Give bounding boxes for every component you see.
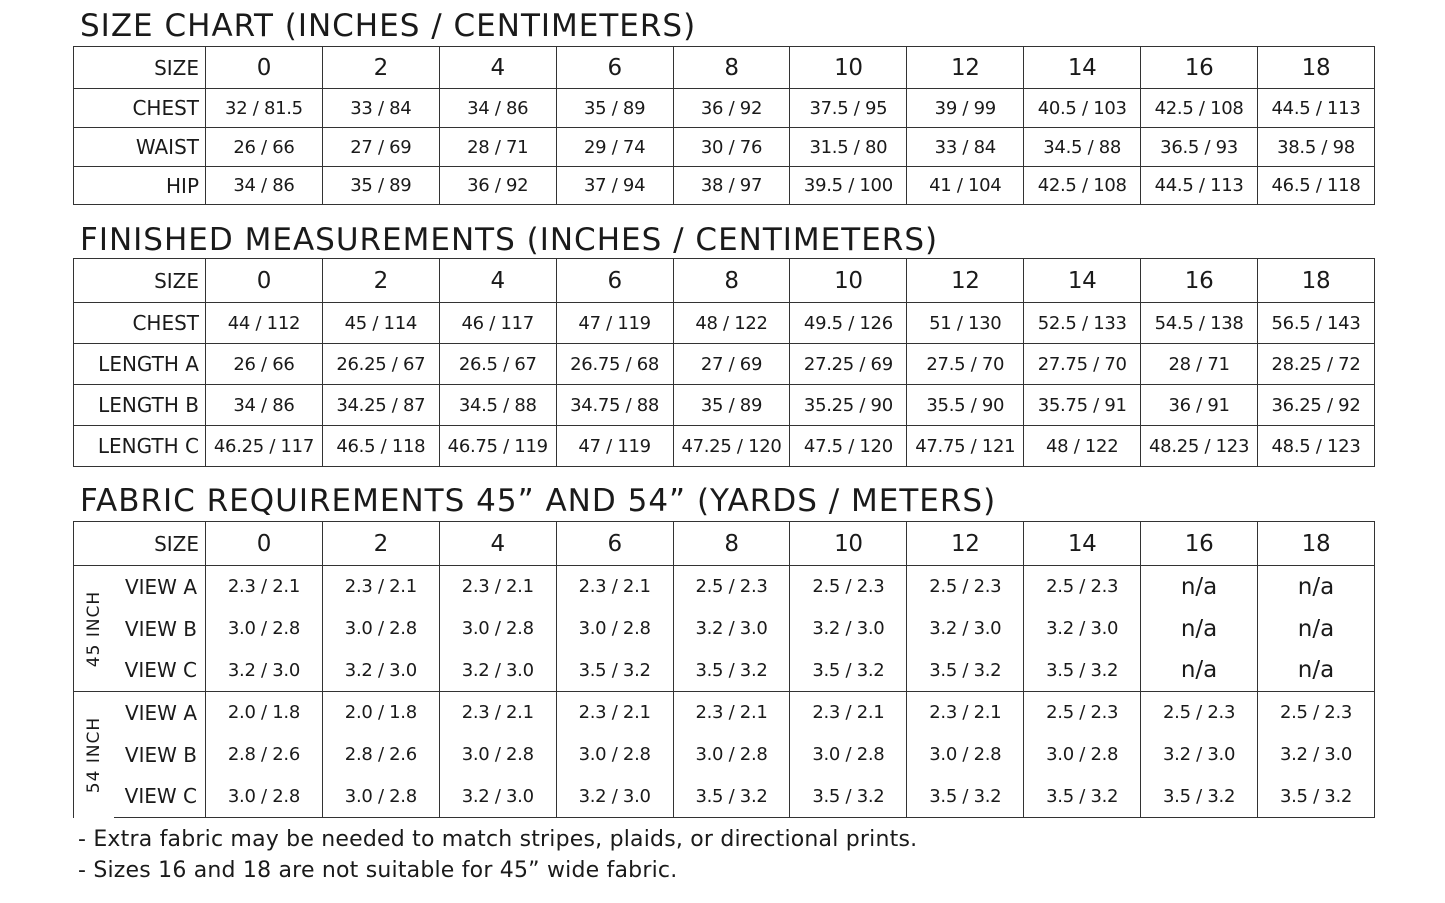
table-cell: 3.0 / 2.8	[439, 608, 556, 650]
table-cell: 35 / 89	[322, 167, 439, 205]
table-cell: 2.3 / 2.1	[439, 566, 556, 608]
table-cell: 2.5 / 2.3	[907, 566, 1024, 608]
table-cell: 2.3 / 2.1	[556, 692, 673, 734]
table-cell: 35.75 / 91	[1024, 385, 1141, 426]
table-cell: 2.8 / 2.6	[322, 734, 439, 776]
size-label: SIZE	[74, 259, 206, 303]
table-cell: 46 / 117	[439, 303, 556, 344]
table-cell: 36 / 92	[673, 89, 790, 128]
table-cell: 35.25 / 90	[790, 385, 907, 426]
row-label: LENGTH B	[74, 385, 206, 426]
table-cell: 34.5 / 88	[1024, 128, 1141, 167]
size-cell: 6	[556, 522, 673, 566]
table-cell: n/a	[1141, 566, 1258, 608]
size-cell: 0	[206, 47, 323, 89]
table-cell: 2.5 / 2.3	[673, 566, 790, 608]
table-cell: 48 / 122	[673, 303, 790, 344]
table-cell: 39.5 / 100	[790, 167, 907, 205]
table-cell: 35 / 89	[673, 385, 790, 426]
table-cell: 33 / 84	[907, 128, 1024, 167]
group-label-45-inch	[74, 566, 114, 692]
size-cell: 18	[1258, 259, 1375, 303]
table-cell: 3.0 / 2.8	[1024, 734, 1141, 776]
size-cell: 12	[907, 259, 1024, 303]
row-label: LENGTH C	[74, 426, 206, 467]
size-cell: 12	[907, 47, 1024, 89]
size-chart-title: SIZE CHART (INCHES / CENTIMETERS)	[80, 8, 697, 44]
row-label: CHEST	[74, 303, 206, 344]
table-cell: 3.2 / 3.0	[206, 650, 323, 692]
table-cell: 46.5 / 118	[1258, 167, 1375, 205]
size-cell: 8	[673, 522, 790, 566]
size-cell: 12	[907, 522, 1024, 566]
size-label: SIZE	[74, 47, 206, 89]
table-cell: 45 / 114	[322, 303, 439, 344]
size-cell: 16	[1141, 47, 1258, 89]
table-cell: 34 / 86	[206, 167, 323, 205]
table-cell: 27 / 69	[673, 344, 790, 385]
table-cell: 48.25 / 123	[1141, 426, 1258, 467]
table-cell: n/a	[1258, 608, 1375, 650]
table-cell: 51 / 130	[907, 303, 1024, 344]
table-cell: 3.0 / 2.8	[673, 734, 790, 776]
table-cell: 31.5 / 80	[790, 128, 907, 167]
table-cell: 2.3 / 2.1	[556, 566, 673, 608]
table-cell: 26 / 66	[206, 128, 323, 167]
row-label: VIEW A	[114, 692, 206, 734]
size-chart-table	[73, 46, 1375, 205]
table-row	[74, 608, 1375, 650]
table-cell: 3.5 / 3.2	[673, 650, 790, 692]
row-label: VIEW C	[114, 650, 206, 692]
table-cell: 3.5 / 3.2	[1141, 776, 1258, 818]
table-cell: 27 / 69	[322, 128, 439, 167]
table-cell: 3.2 / 3.0	[673, 608, 790, 650]
table-cell: 3.5 / 3.2	[790, 776, 907, 818]
table-cell: 2.5 / 2.3	[1258, 692, 1375, 734]
table-cell: 48 / 122	[1024, 426, 1141, 467]
table-cell: 28 / 71	[439, 128, 556, 167]
table-row	[74, 385, 1375, 426]
table-cell: 32 / 81.5	[206, 89, 323, 128]
table-cell: 26.25 / 67	[322, 344, 439, 385]
table-cell: 29 / 74	[556, 128, 673, 167]
size-cell: 2	[322, 259, 439, 303]
size-label: SIZE	[74, 522, 206, 566]
table-cell: 3.5 / 3.2	[1258, 776, 1375, 818]
table-cell: 3.5 / 3.2	[673, 776, 790, 818]
table-cell: 3.2 / 3.0	[907, 608, 1024, 650]
table-cell: 3.5 / 3.2	[1024, 650, 1141, 692]
size-cell: 0	[206, 259, 323, 303]
row-label: WAIST	[74, 128, 206, 167]
table-cell: 2.3 / 2.1	[439, 692, 556, 734]
size-cell: 14	[1024, 47, 1141, 89]
finished-measurements-table	[73, 258, 1375, 467]
size-cell: 10	[790, 522, 907, 566]
table-cell: 38 / 97	[673, 167, 790, 205]
table-cell: 47 / 119	[556, 303, 673, 344]
table-cell: 3.2 / 3.0	[790, 608, 907, 650]
size-cell: 6	[556, 259, 673, 303]
table-cell: 56.5 / 143	[1258, 303, 1375, 344]
size-cell: 10	[790, 259, 907, 303]
table-cell: 36.5 / 93	[1141, 128, 1258, 167]
table-cell: 3.2 / 3.0	[322, 650, 439, 692]
size-cell: 8	[673, 259, 790, 303]
table-cell: 39 / 99	[907, 89, 1024, 128]
table-cell: 2.3 / 2.1	[322, 566, 439, 608]
table-cell: 2.5 / 2.3	[1024, 566, 1141, 608]
size-cell: 16	[1141, 259, 1258, 303]
table-cell: 2.8 / 2.6	[206, 734, 323, 776]
table-cell: 37.5 / 95	[790, 89, 907, 128]
table-cell: 2.3 / 2.1	[206, 566, 323, 608]
size-cell: 14	[1024, 259, 1141, 303]
table-cell: 35.5 / 90	[907, 385, 1024, 426]
size-cell: 18	[1258, 522, 1375, 566]
table-cell: 3.2 / 3.0	[1141, 734, 1258, 776]
table-cell: 36 / 91	[1141, 385, 1258, 426]
table-row	[74, 776, 1375, 818]
table-cell: 37 / 94	[556, 167, 673, 205]
table-cell: n/a	[1258, 650, 1375, 692]
table-cell: 47.25 / 120	[673, 426, 790, 467]
table-cell: 41 / 104	[907, 167, 1024, 205]
table-row	[74, 566, 1375, 608]
table-row	[74, 650, 1375, 692]
table-cell: 47.75 / 121	[907, 426, 1024, 467]
row-label: VIEW B	[114, 734, 206, 776]
table-cell: 40.5 / 103	[1024, 89, 1141, 128]
table-cell: 30 / 76	[673, 128, 790, 167]
table-cell: 35 / 89	[556, 89, 673, 128]
table-cell: 38.5 / 98	[1258, 128, 1375, 167]
table-cell: 2.3 / 2.1	[790, 692, 907, 734]
table-cell: 26 / 66	[206, 344, 323, 385]
table-cell: 2.5 / 2.3	[1024, 692, 1141, 734]
table-cell: 26.75 / 68	[556, 344, 673, 385]
table-cell: 34.5 / 88	[439, 385, 556, 426]
table-cell: 36.25 / 92	[1258, 385, 1375, 426]
table-cell: 46.75 / 119	[439, 426, 556, 467]
group-label-54-inch	[74, 692, 114, 818]
finished-measurements-title: FINISHED MEASUREMENTS (INCHES / CENTIMETERS)	[80, 222, 939, 258]
table-cell: 44 / 112	[206, 303, 323, 344]
table-cell: 3.5 / 3.2	[1024, 776, 1141, 818]
table-cell: 3.0 / 2.8	[206, 608, 323, 650]
table-cell: 2.5 / 2.3	[790, 566, 907, 608]
table-cell: 27.75 / 70	[1024, 344, 1141, 385]
row-label: VIEW C	[114, 776, 206, 818]
table-cell: 54.5 / 138	[1141, 303, 1258, 344]
table-row	[74, 734, 1375, 776]
table-cell: 49.5 / 126	[790, 303, 907, 344]
table-cell: 46.25 / 117	[206, 426, 323, 467]
table-cell: 48.5 / 123	[1258, 426, 1375, 467]
table-cell: 52.5 / 133	[1024, 303, 1141, 344]
size-cell: 6	[556, 47, 673, 89]
table-cell: 2.3 / 2.1	[907, 692, 1024, 734]
table-cell: 3.0 / 2.8	[556, 608, 673, 650]
table-cell: 2.0 / 1.8	[206, 692, 323, 734]
table-cell: n/a	[1141, 650, 1258, 692]
size-header-row	[74, 259, 1375, 303]
row-label: VIEW A	[114, 566, 206, 608]
footnote: - Extra fabric may be needed to match stripes, plaids, or directional prints.	[78, 827, 918, 852]
table-cell: 3.2 / 3.0	[1258, 734, 1375, 776]
table-cell: 2.3 / 2.1	[673, 692, 790, 734]
table-row	[74, 167, 1375, 205]
table-row	[74, 303, 1375, 344]
table-cell: 47 / 119	[556, 426, 673, 467]
table-cell: 44.5 / 113	[1258, 89, 1375, 128]
table-cell: n/a	[1141, 608, 1258, 650]
size-cell: 4	[439, 259, 556, 303]
size-cell: 0	[206, 522, 323, 566]
table-cell: 46.5 / 118	[322, 426, 439, 467]
table-row	[74, 128, 1375, 167]
size-cell: 16	[1141, 522, 1258, 566]
table-cell: 42.5 / 108	[1024, 167, 1141, 205]
footnotes	[78, 824, 917, 886]
table-cell: 33 / 84	[322, 89, 439, 128]
table-row	[74, 89, 1375, 128]
table-cell: 34.75 / 88	[556, 385, 673, 426]
table-cell: 3.5 / 3.2	[907, 650, 1024, 692]
table-cell: 3.2 / 3.0	[439, 650, 556, 692]
table-cell: 3.2 / 3.0	[556, 776, 673, 818]
table-cell: 34 / 86	[439, 89, 556, 128]
table-cell: n/a	[1258, 566, 1375, 608]
table-cell: 34.25 / 87	[322, 385, 439, 426]
table-cell: 3.0 / 2.8	[790, 734, 907, 776]
table-cell: 3.0 / 2.8	[322, 776, 439, 818]
size-cell: 4	[439, 522, 556, 566]
table-cell: 3.0 / 2.8	[322, 608, 439, 650]
size-header-row	[74, 522, 1375, 566]
table-cell: 3.0 / 2.8	[907, 734, 1024, 776]
size-cell: 4	[439, 47, 556, 89]
size-cell: 8	[673, 47, 790, 89]
table-cell: 27.25 / 69	[790, 344, 907, 385]
table-row	[74, 426, 1375, 467]
row-label: HIP	[74, 167, 206, 205]
table-cell: 3.0 / 2.8	[206, 776, 323, 818]
table-cell: 3.2 / 3.0	[439, 776, 556, 818]
table-cell: 2.5 / 2.3	[1141, 692, 1258, 734]
fabric-requirements-table	[73, 521, 1375, 818]
table-cell: 26.5 / 67	[439, 344, 556, 385]
size-cell: 14	[1024, 522, 1141, 566]
table-cell: 44.5 / 113	[1141, 167, 1258, 205]
table-cell: 27.5 / 70	[907, 344, 1024, 385]
table-cell: 47.5 / 120	[790, 426, 907, 467]
size-cell: 2	[322, 47, 439, 89]
size-header-row	[74, 47, 1375, 89]
table-cell: 3.2 / 3.0	[1024, 608, 1141, 650]
table-cell: 2.0 / 1.8	[322, 692, 439, 734]
table-cell: 28.25 / 72	[1258, 344, 1375, 385]
table-cell: 28 / 71	[1141, 344, 1258, 385]
table-cell: 3.0 / 2.8	[556, 734, 673, 776]
table-cell: 42.5 / 108	[1141, 89, 1258, 128]
size-cell: 2	[322, 522, 439, 566]
group-label-text: 45 INCH	[83, 590, 104, 667]
row-label: VIEW B	[114, 608, 206, 650]
table-row	[74, 692, 1375, 734]
table-cell: 3.5 / 3.2	[907, 776, 1024, 818]
table-row	[74, 344, 1375, 385]
group-label-text: 54 INCH	[83, 716, 104, 793]
size-cell: 10	[790, 47, 907, 89]
table-cell: 36 / 92	[439, 167, 556, 205]
table-cell: 3.5 / 3.2	[556, 650, 673, 692]
row-label: CHEST	[74, 89, 206, 128]
row-label: LENGTH A	[74, 344, 206, 385]
fabric-requirements-title: FABRIC REQUIREMENTS 45” AND 54” (YARDS / METERS)	[80, 483, 997, 519]
size-cell: 18	[1258, 47, 1375, 89]
table-cell: 3.5 / 3.2	[790, 650, 907, 692]
footnote: - Sizes 16 and 18 are not suitable for 45” wide fabric.	[78, 858, 678, 883]
table-cell: 3.0 / 2.8	[439, 734, 556, 776]
table-cell: 34 / 86	[206, 385, 323, 426]
